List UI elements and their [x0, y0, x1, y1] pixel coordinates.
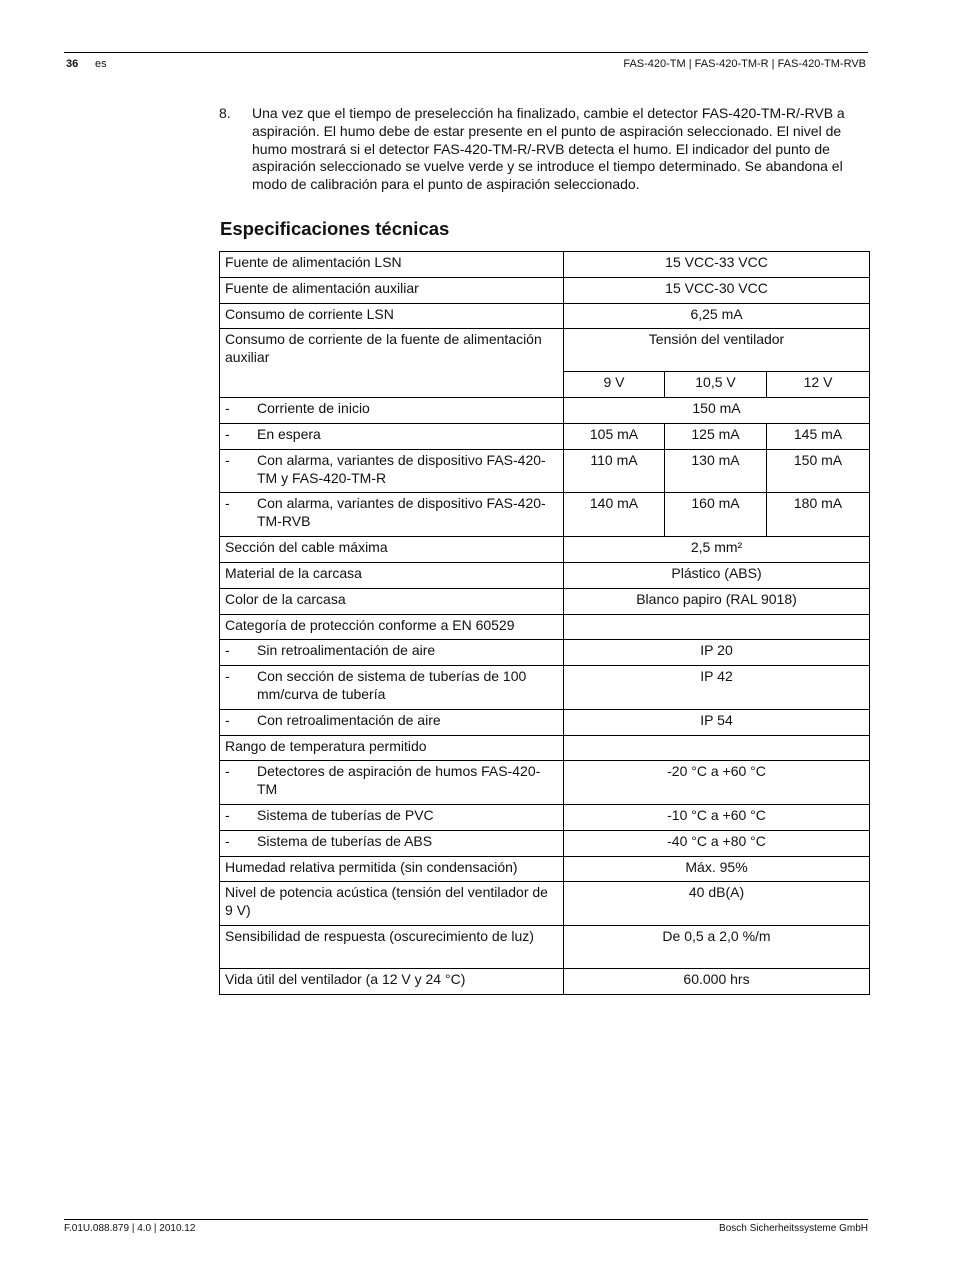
voltage-header: 10,5 V	[665, 372, 767, 398]
table-row	[220, 449, 870, 493]
sublabel-text: Con alarma, variantes de dispositivo FAS-420-TM-RVB	[257, 495, 546, 530]
spec-sublabel	[220, 449, 564, 493]
fan-voltage-header: Tensión del ventilador	[564, 329, 870, 372]
language-code: es	[95, 58, 107, 70]
spec-value: 6,25 mA	[564, 303, 870, 329]
spec-label: Categoría de protección conforme a EN 60529	[220, 614, 564, 640]
spec-value: Plástico (ABS)	[564, 562, 870, 588]
document-reference: F.01U.088.879 | 4.0 | 2010.12	[64, 1223, 196, 1234]
spec-label: Sección del cable máxima	[220, 536, 564, 562]
spec-label: Material de la carcasa	[220, 562, 564, 588]
dash: -	[225, 806, 230, 823]
spec-sublabel	[220, 640, 564, 666]
spec-value: 15 VCC-33 VCC	[564, 252, 870, 278]
spec-value: 140 mA	[564, 493, 665, 537]
table-row	[220, 968, 870, 994]
table-row	[220, 856, 870, 882]
spec-value: 145 mA	[767, 423, 870, 449]
spec-value: -10 °C a +60 °C	[564, 804, 870, 830]
spec-value: 110 mA	[564, 449, 665, 493]
spec-sublabel	[220, 709, 564, 735]
step-text: Una vez que el tiempo de preselección ha finalizado, cambie el detector FAS-420-TM-R/-RVB a aspiración. El humo debe de estar presente en el punto de aspiración seleccionado. El nivel de humo mostrará si el detector FAS-420-TM-R/-RVB detecta el humo. El indicador del punto de aspiración seleccionado se vuelve verde y se introduce el tiempo determinado. Se abandona el modo de calibración para el punto de aspiración seleccionado.	[252, 105, 845, 193]
table-row	[220, 709, 870, 735]
spec-label: Consumo de corriente LSN	[220, 303, 564, 329]
table-row	[220, 562, 870, 588]
table-row	[220, 423, 870, 449]
spec-value: IP 42	[564, 666, 870, 710]
spec-value: 125 mA	[665, 423, 767, 449]
table-row	[220, 398, 870, 424]
spec-value: Máx. 95%	[564, 856, 870, 882]
spec-value: -20 °C a +60 °C	[564, 761, 870, 805]
spec-value: Blanco papiro (RAL 9018)	[564, 588, 870, 614]
spec-label: Humedad relativa permitida (sin condensación)	[220, 856, 564, 882]
voltage-header: 12 V	[767, 372, 870, 398]
sublabel-text: Con alarma, variantes de dispositivo FAS-420-TM y FAS-420-TM-R	[257, 451, 546, 486]
voltage-header: 9 V	[564, 372, 665, 398]
table-row	[220, 830, 870, 856]
spec-value: -40 °C a +80 °C	[564, 830, 870, 856]
spec-label: Vida útil del ventilador (a 12 V y 24 °C)	[220, 968, 564, 994]
table-row	[220, 761, 870, 805]
page-footer	[64, 1219, 868, 1240]
table-row	[220, 666, 870, 710]
spec-value: 105 mA	[564, 423, 665, 449]
specifications-table	[219, 251, 870, 995]
table-row	[220, 329, 870, 372]
table-row	[220, 804, 870, 830]
step-number: 8.	[219, 105, 231, 121]
spec-label: Color de la carcasa	[220, 588, 564, 614]
spec-value: 15 VCC-30 VCC	[564, 277, 870, 303]
spec-sublabel	[220, 398, 564, 424]
spec-sublabel	[220, 493, 564, 537]
table-row	[220, 735, 870, 761]
table-row	[220, 882, 870, 926]
table-row	[220, 493, 870, 537]
spec-sublabel	[220, 423, 564, 449]
dash: -	[225, 668, 230, 685]
spec-sublabel	[220, 804, 564, 830]
company-name: Bosch Sicherheitssysteme GmbH	[719, 1223, 868, 1234]
table-row	[220, 303, 870, 329]
table-row	[220, 277, 870, 303]
spec-value-empty	[564, 735, 870, 761]
dash: -	[225, 495, 230, 512]
spec-value: 130 mA	[665, 449, 767, 493]
spec-value: 150 mA	[767, 449, 870, 493]
page-number: 36	[66, 58, 79, 70]
sublabel-text: Con sección de sistema de tuberías de 100 mm/curva de tubería	[257, 668, 527, 702]
sublabel-text: Corriente de inicio	[257, 400, 370, 417]
section-title: Especificaciones técnicas	[220, 218, 450, 239]
sublabel-text: Sistema de tuberías de PVC	[257, 806, 434, 823]
table-row	[220, 925, 870, 968]
spec-label: Fuente de alimentación LSN	[220, 252, 564, 278]
spec-label: Sensibilidad de respuesta (oscurecimiento de luz)	[220, 925, 564, 968]
sublabel-text: Con retroalimentación de aire	[257, 711, 441, 728]
dash: -	[225, 642, 230, 659]
spec-sublabel	[220, 666, 564, 710]
spec-value: IP 54	[564, 709, 870, 735]
spec-label: Nivel de potencia acústica (tensión del ventilador de 9 V)	[220, 882, 564, 926]
dash: -	[225, 832, 230, 849]
model-names: FAS-420-TM | FAS-420-TM-R | FAS-420-TM-RVB	[623, 58, 866, 70]
sublabel-text: Sin retroalimentación de aire	[257, 642, 436, 659]
table-row	[220, 588, 870, 614]
dash: -	[225, 425, 230, 442]
spec-value: IP 20	[564, 640, 870, 666]
instruction-step	[219, 105, 871, 194]
dash: -	[225, 763, 230, 780]
dash: -	[225, 711, 230, 728]
spec-value: 160 mA	[665, 493, 767, 537]
sublabel-text: Sistema de tuberías de ABS	[257, 832, 433, 849]
spec-value: 150 mA	[564, 398, 870, 424]
table-row	[220, 614, 870, 640]
spec-value: 180 mA	[767, 493, 870, 537]
sublabel-text: Detectores de aspiración de humos FAS-420-TM	[257, 763, 541, 798]
spec-value: 60.000 hrs	[564, 968, 870, 994]
spec-value: De 0,5 a 2,0 %/m	[564, 925, 870, 968]
table-row	[220, 536, 870, 562]
spec-label: Fuente de alimentación auxiliar	[220, 277, 564, 303]
spec-value-empty	[564, 614, 870, 640]
sublabel-text: En espera	[257, 425, 321, 442]
spec-sublabel	[220, 761, 564, 805]
spec-sublabel	[220, 830, 564, 856]
spec-label: Consumo de corriente de la fuente de alimentación auxiliar	[220, 329, 564, 398]
dash: -	[225, 451, 230, 468]
spec-label: Rango de temperatura permitido	[220, 735, 564, 761]
table-row	[220, 252, 870, 278]
spec-value: 2,5 mm²	[564, 536, 870, 562]
table-row	[220, 640, 870, 666]
spec-value: 40 dB(A)	[564, 882, 870, 926]
dash: -	[225, 400, 230, 417]
page-header	[64, 52, 868, 75]
